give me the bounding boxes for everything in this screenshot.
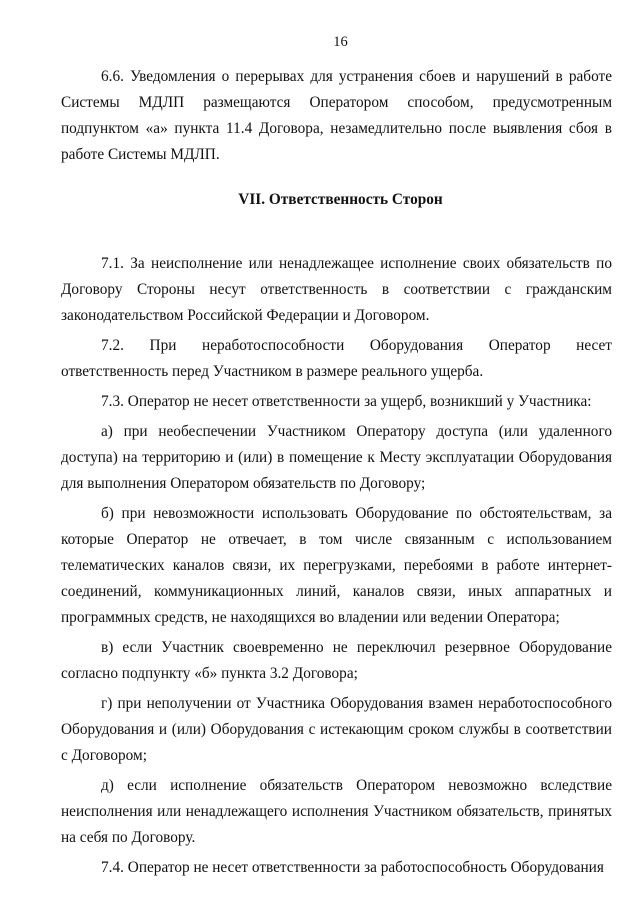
paragraph-7-3: 7.3. Оператор не несет ответственности за ущерб, возникший у Участника: bbox=[101, 393, 592, 410]
paragraph-7-3-a: а) при необеспечении Участником Оператору доступа (или удаленного доступа) на территорию и (или) в помещение к Месту эксплуатации Оборудования для выполнения Оператором обязательств по Договору; bbox=[61, 423, 612, 492]
paragraph-6-6: 6.6. Уведомления о перерывах для устранения сбоев и нарушений в работе Системы МДЛП размещаются Оператором способом, предусмотренным подпунктом «а» пункта 11.4 Договора, незамедлительно после выявления сбоя в работе Системы МДЛП. bbox=[61, 68, 612, 163]
paragraph-7-3-g: г) при неполучении от Участника Оборудования взамен неработоспособного Оборудования и (или) Оборудования с истекающим сроком службы в соответствии с Договором; bbox=[61, 695, 612, 764]
paragraph-7-4: 7.4. Оператор не несет ответственности за работоспособность Оборудования bbox=[101, 859, 604, 876]
paragraph-7-1: 7.1. За неисполнение или ненадлежащее исполнение своих обязательств по Договору Стороны несут ответственность в соответствии с гражданским законодательством Российской Федерации и Договором. bbox=[61, 255, 612, 324]
paragraph-7-3-v: в) если Участник своевременно не переключил резервное Оборудование согласно подпункту «б» пункта 3.2 Договора; bbox=[61, 639, 612, 682]
section-heading: VII. Ответственность Сторон bbox=[238, 191, 443, 208]
paragraph-7-3-b: б) при невозможности использовать Оборудование по обстоятельствам, за которые Оператор не отвечает, в том числе связанным с использованием телематических каналов связи, их перегрузками, перебоями в работе интернет-соединений, коммуникационных линий, каналов связи, иных аппаратных и программных средств, не находящихся во владении или ведении Оператора; bbox=[61, 505, 612, 626]
document-page bbox=[61, 32, 612, 881]
page-number: 16 bbox=[333, 34, 348, 50]
paragraph-7-3-d: д) если исполнение обязательств Оператором невозможно вследствие неисполнения или ненадлежащего исполнения Участником обязательств, принятых на себя по Договору. bbox=[61, 777, 612, 846]
paragraph-7-2: 7.2. При неработоспособности Оборудования Оператор несет ответственность перед Участником в размере реального ущерба. bbox=[61, 337, 612, 380]
